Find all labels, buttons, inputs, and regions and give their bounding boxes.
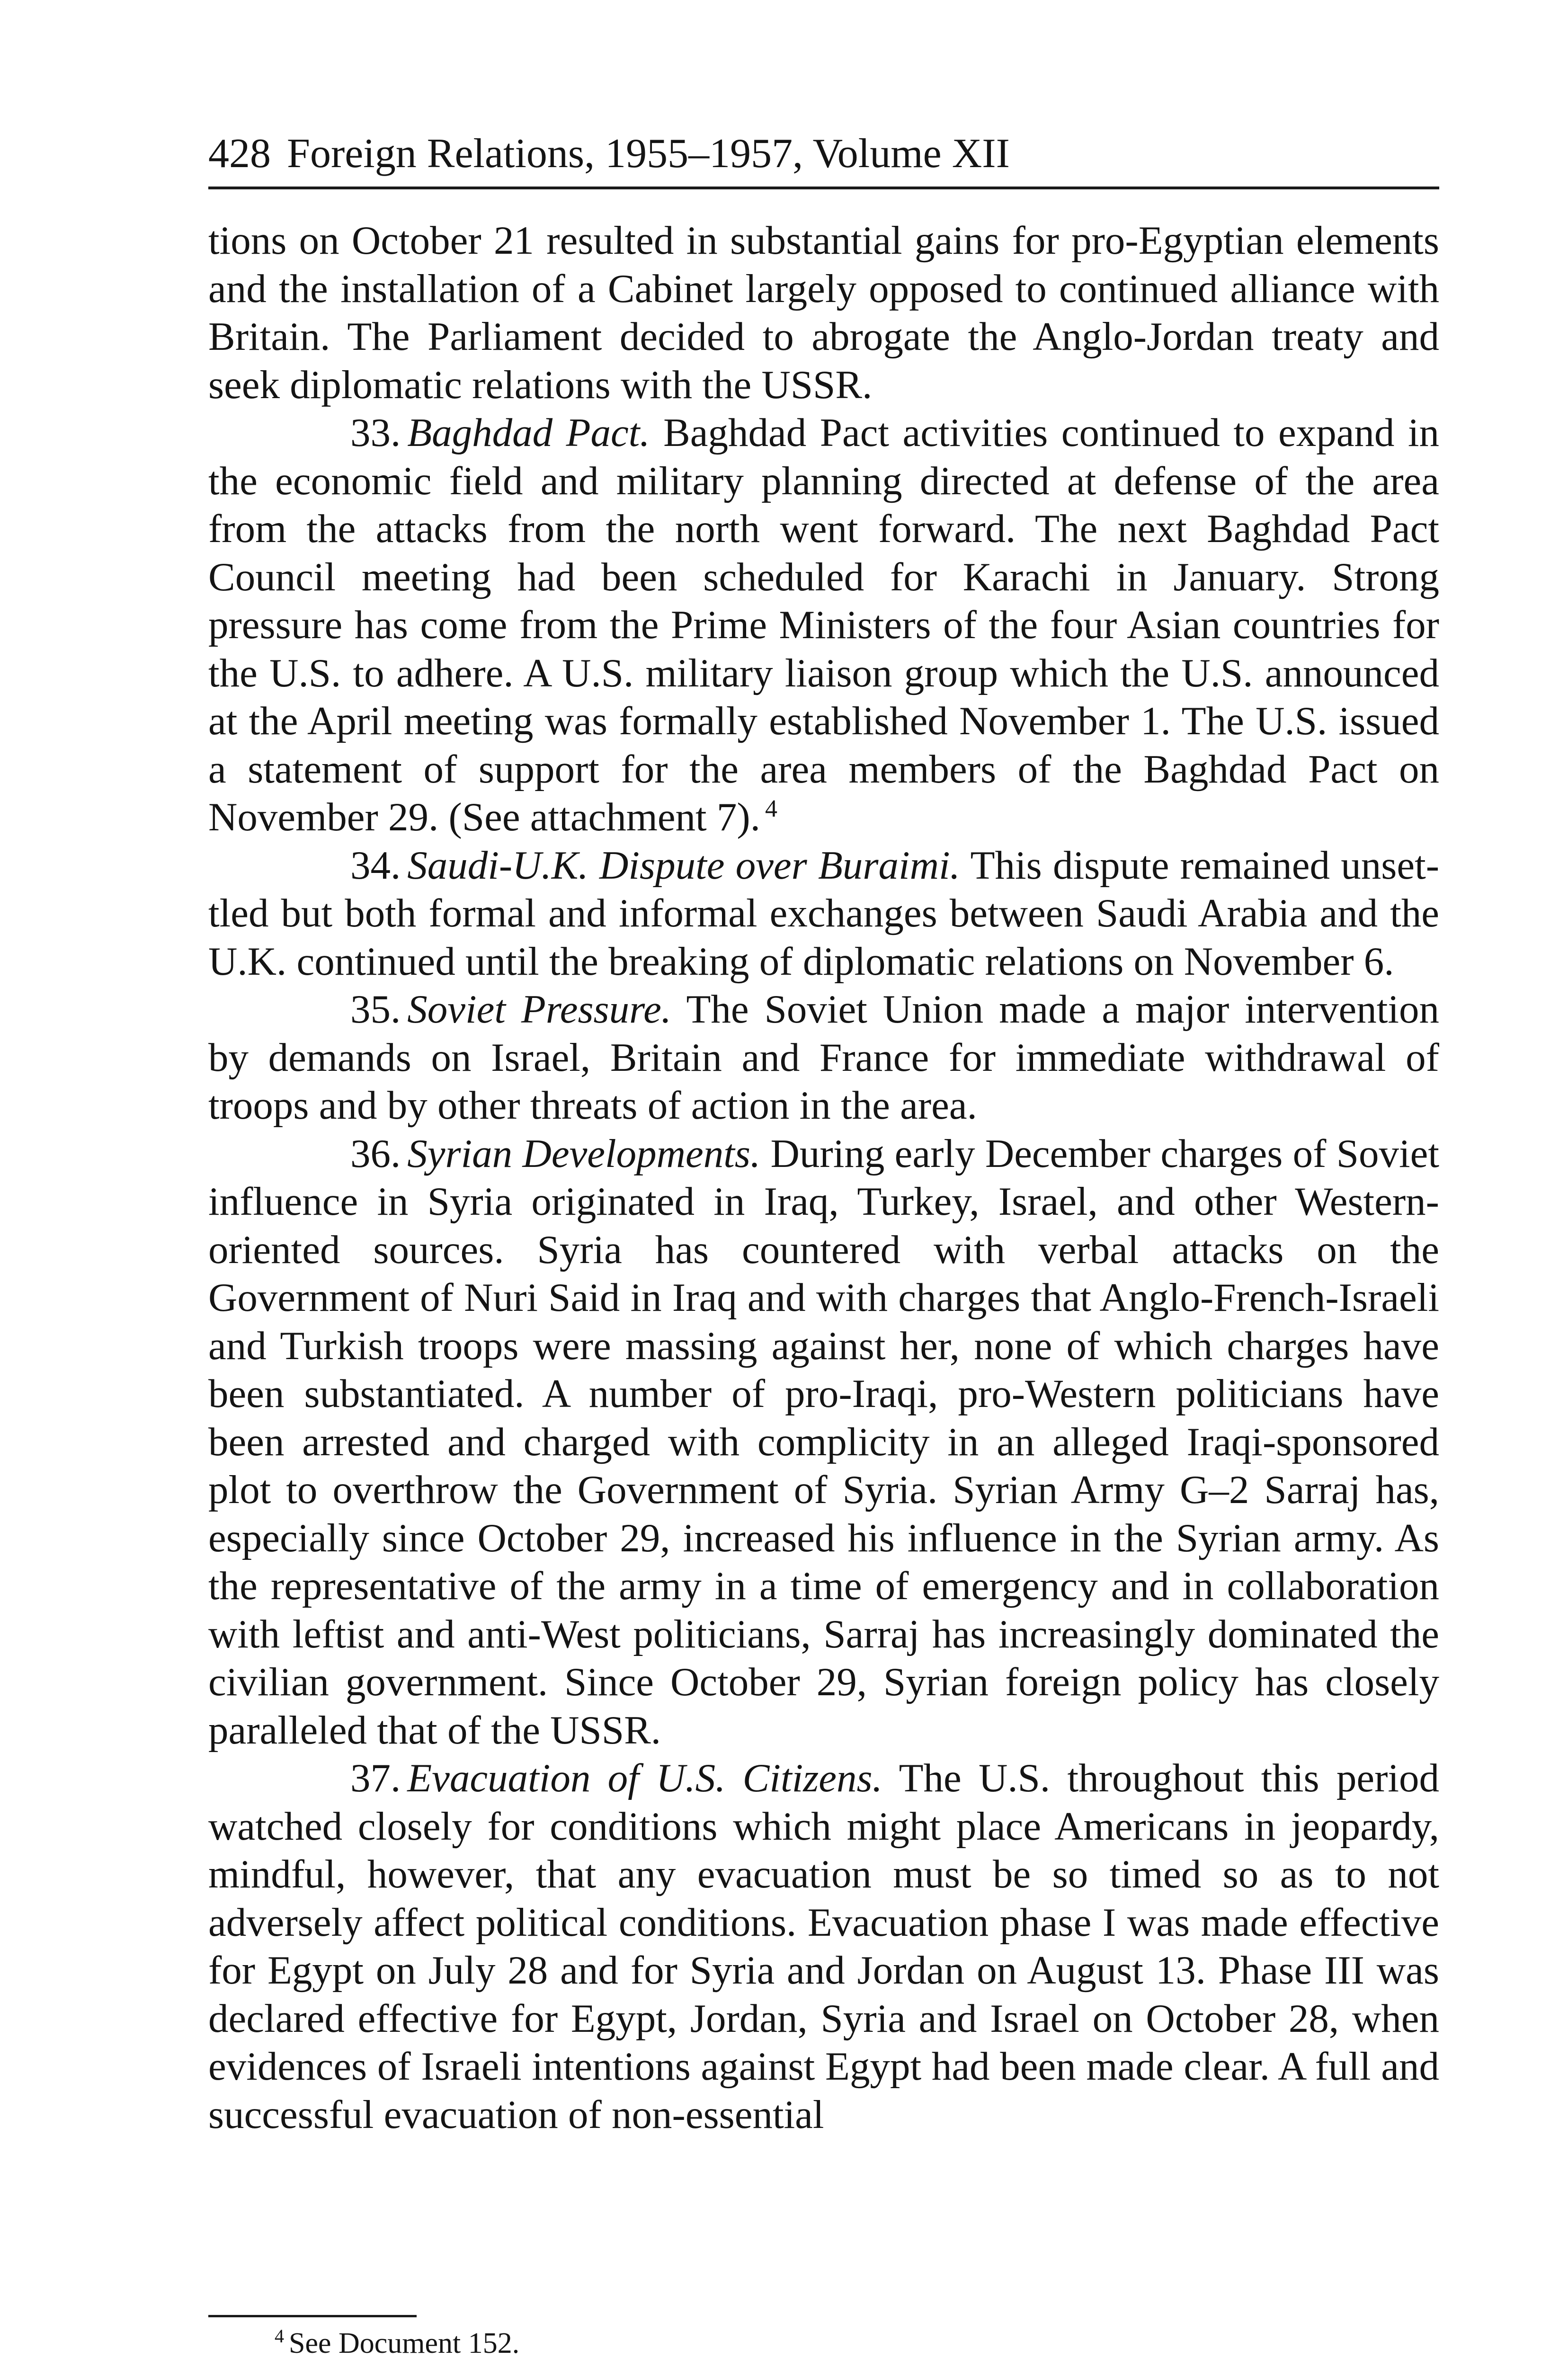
body-text bbox=[208, 217, 1439, 2139]
running-head-title: Foreign Relations, 1955–1957, Volume XII bbox=[287, 131, 1010, 177]
paragraph-text: This dispute remained unsettled but both formal and informal exchanges between Saudi Arabia and the U.K. continued until the breaking of diplomatic relations on November 6. bbox=[208, 843, 1440, 984]
paragraph-syrian-developments bbox=[208, 1130, 1439, 1755]
paragraph-number: 37. bbox=[350, 1756, 401, 1800]
paragraph-continued bbox=[208, 217, 1439, 409]
paragraph-text: tions on October 21 resulted in substantial gains for pro-Egyptian elements and the installation of a Cabinet largely opposed to continued alliance with Britain. The Parliament decided to abrogate the Anglo-Jordan treaty and seek diplomatic relations with the USSR. bbox=[208, 218, 1439, 407]
paragraph-buraimi-dispute bbox=[208, 842, 1439, 986]
paragraph-baghdad-pact bbox=[208, 409, 1439, 842]
paragraph-text: During early December charges of Soviet influence in Syria originated in Iraq, Turkey, Israel, and other Western-oriented sources. Syria has countered with verbal attacks on the Government of Nuri Said in Iraq and with charges that Anglo-French-Israeli and Turkish troops were massing against her, none of which charges have been substantiated. A number of pro-Iraqi, pro-Western politicians have been arrested and charged with complicity in an alleged Iraqi-sponsored plot to overthrow the Government of Syria. Syrian Army G–2 Sarraj has, especially since October 29, increased his influence in the Syrian army. As the representative of the army in a time of emergency and in collaboration with leftist and anti-West politicians, Sarraj has increasingly dominated the civilian government. Since October 29, Syrian foreign policy has closely paralleled that of the USSR. bbox=[208, 1131, 1439, 1753]
footnote-text: See Document 152. bbox=[289, 2327, 520, 2359]
paragraph-number: 33. bbox=[350, 410, 401, 455]
page-content bbox=[208, 128, 1439, 2139]
paragraph-heading: Syrian Developments. bbox=[407, 1131, 761, 1176]
paragraph-number: 36. bbox=[350, 1131, 401, 1176]
paragraph-soviet-pressure bbox=[208, 986, 1439, 1130]
running-head bbox=[208, 128, 1439, 189]
page-number: 428 bbox=[208, 131, 271, 177]
paragraph-heading: Baghdad Pact. bbox=[407, 410, 650, 455]
footnote bbox=[275, 2324, 519, 2362]
paragraph-text: The Soviet Union made a major intervention by demands on Israel, Britain and France for immediate withdrawal of troops and by other threats of action in the area. bbox=[208, 987, 1439, 1128]
paragraph-heading: Saudi-U.K. Dispute over Buraimi. bbox=[407, 843, 960, 888]
footnote-divider bbox=[208, 2315, 417, 2317]
paragraph-text: The U.S. throughout this period watched closely for conditions which might place Americans in jeopardy, mindful, however, that any evacuation must be so timed so as to not adversely affect political conditions. Evacuation phase I was made effective for Egypt on July 28 and for Syria and Jordan on August 13. Phase III was declared effective for Egypt, Jordan, Syria and Israel on October 28, when evidences of Israeli intentions against Egypt had been made clear. A full and successful evacuation of non-essential bbox=[208, 1756, 1439, 2137]
paragraph-heading: Evacuation of U.S. Citizens. bbox=[407, 1756, 882, 1800]
paragraph-number: 35. bbox=[350, 987, 401, 1032]
footnote-mark: 4 bbox=[275, 2325, 284, 2347]
paragraph-heading: Soviet Pressure. bbox=[407, 987, 672, 1032]
paragraph-number: 34. bbox=[350, 843, 401, 888]
footnote-reference: 4 bbox=[765, 795, 777, 822]
paragraph-evacuation bbox=[208, 1754, 1439, 2139]
paragraph-text: Baghdad Pact activities continued to expand in the economic field and military planning directed at defense of the area from the attacks from the north went forward. The next Baghdad Pact Council meeting had been scheduled for Karachi in January. Strong pressure has come from the Prime Ministers of the four Asian countries for the U.S. to adhere. A U.S. military liaison group which the U.S. announced at the April meeting was formally established November 1. The U.S. issued a statement of support for the area members of the Baghdad Pact on November 29. (See attachment 7). bbox=[208, 410, 1440, 839]
